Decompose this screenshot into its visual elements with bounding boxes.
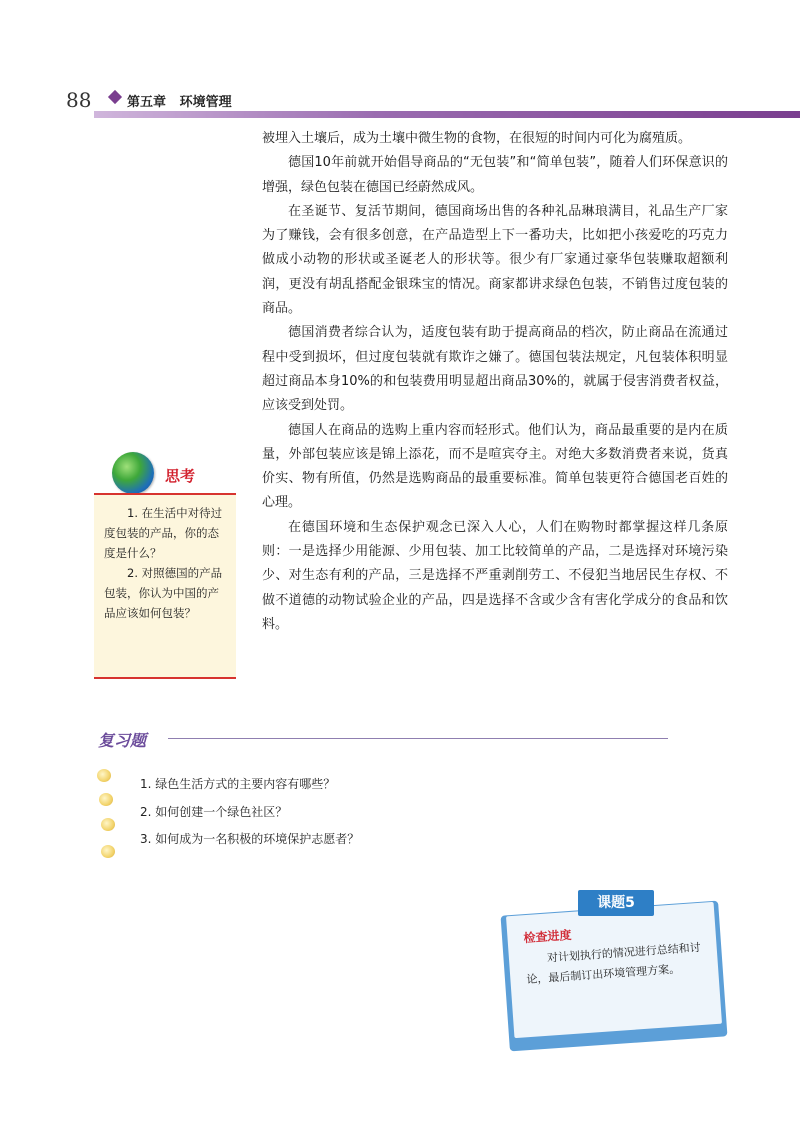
diamond-icon bbox=[108, 90, 122, 104]
chapter-label: 第五章 bbox=[127, 95, 167, 110]
bullet-icon bbox=[97, 769, 111, 782]
paragraph: 德国消费者综合认为，适度包装有助于提高商品的档次，防止商品在流通过程中受到损坏，但过度包装就有欺诈之嫌了。德国包装法规定，凡包装体积明显超过商品本身10%的和包装费用明显超出商品30%的，就属于侵害消费者权益，应该受到处罚。 bbox=[262, 325, 728, 414]
paragraph: 在德国环境和生态保护观念已深入人心，人们在购物时都掌握这样几条原则：一是选择少用能源、少用包装、加工比较简单的产品，二是选择对环境污染少、对生态有利的产品，三是选择不严重剥削劳工、不侵犯当地居民生存权、不做不道德的动物试验企业的产品，四是选择不含或少含有害化学成分的食品和饮料。 bbox=[262, 519, 728, 632]
think-box bbox=[94, 493, 236, 679]
header-bar bbox=[94, 111, 800, 118]
chapter-heading bbox=[127, 91, 232, 110]
project-card bbox=[506, 902, 722, 1038]
project-text: 对计划执行的情况进行总结和讨论，最后制订出环境管理方案。 bbox=[526, 940, 702, 987]
think-question: 1. 在生活中对待过度包装的产品，你的态度是什么？ bbox=[104, 506, 223, 560]
review-question: 1. 绿色生活方式的主要内容有哪些？ bbox=[140, 777, 336, 791]
review-divider bbox=[168, 738, 668, 739]
bullet-icon bbox=[101, 818, 115, 831]
bullet-icon bbox=[101, 845, 115, 858]
main-text bbox=[262, 127, 728, 637]
paragraph: 在圣诞节、复活节期间，德国商场出售的各种礼品琳琅满目，礼品生产厂家为了赚钱，会有很多创意，在产品造型上下一番功夫，比如把小孩爱吃的巧克力做成小动物的形状或圣诞老人的形状等。很少有厂家通过豪华包装赚取超额利润，更没有胡乱搭配金银珠宝的情况。商家都讲求绿色包装，不销售过度包装的商品。 bbox=[262, 203, 728, 317]
review-question: 2. 如何创建一个绿色社区？ bbox=[140, 805, 288, 819]
think-question: 2. 对照德国的产品包装，你认为中国的产品应该如何包装？ bbox=[104, 566, 223, 620]
paragraph: 德国人在商品的选购上重内容而轻形式。他们认为，商品最重要的是内在质量，外部包装应该是锦上添花，而不是喧宾夺主。对绝大多数消费者来说，货真价实、物有所值，仍然是选购商品的最重要标准。简单包装更符合德国老百姓的心理。 bbox=[262, 422, 728, 511]
review-title: 复习题 bbox=[98, 731, 147, 750]
paragraph: 被埋入土壤后，成为土壤中微生物的食物，在很短的时间内可化为腐殖质。 bbox=[262, 131, 692, 146]
think-title: 思考 bbox=[165, 467, 196, 485]
bullet-icon bbox=[99, 793, 113, 806]
globe-icon bbox=[112, 452, 154, 494]
chapter-title: 环境管理 bbox=[179, 95, 232, 110]
project-tab: 课题5 bbox=[578, 890, 654, 916]
review-question: 3. 如何成为一名积极的环境保护志愿者？ bbox=[140, 832, 360, 846]
project-heading: 检查进度 bbox=[523, 927, 572, 946]
page-number: 88 bbox=[66, 88, 92, 112]
paragraph: 德国10年前就开始倡导商品的“无包装”和“简单包装”，随着人们环保意识的增强，绿色包装在德国已经蔚然成风。 bbox=[262, 155, 728, 195]
